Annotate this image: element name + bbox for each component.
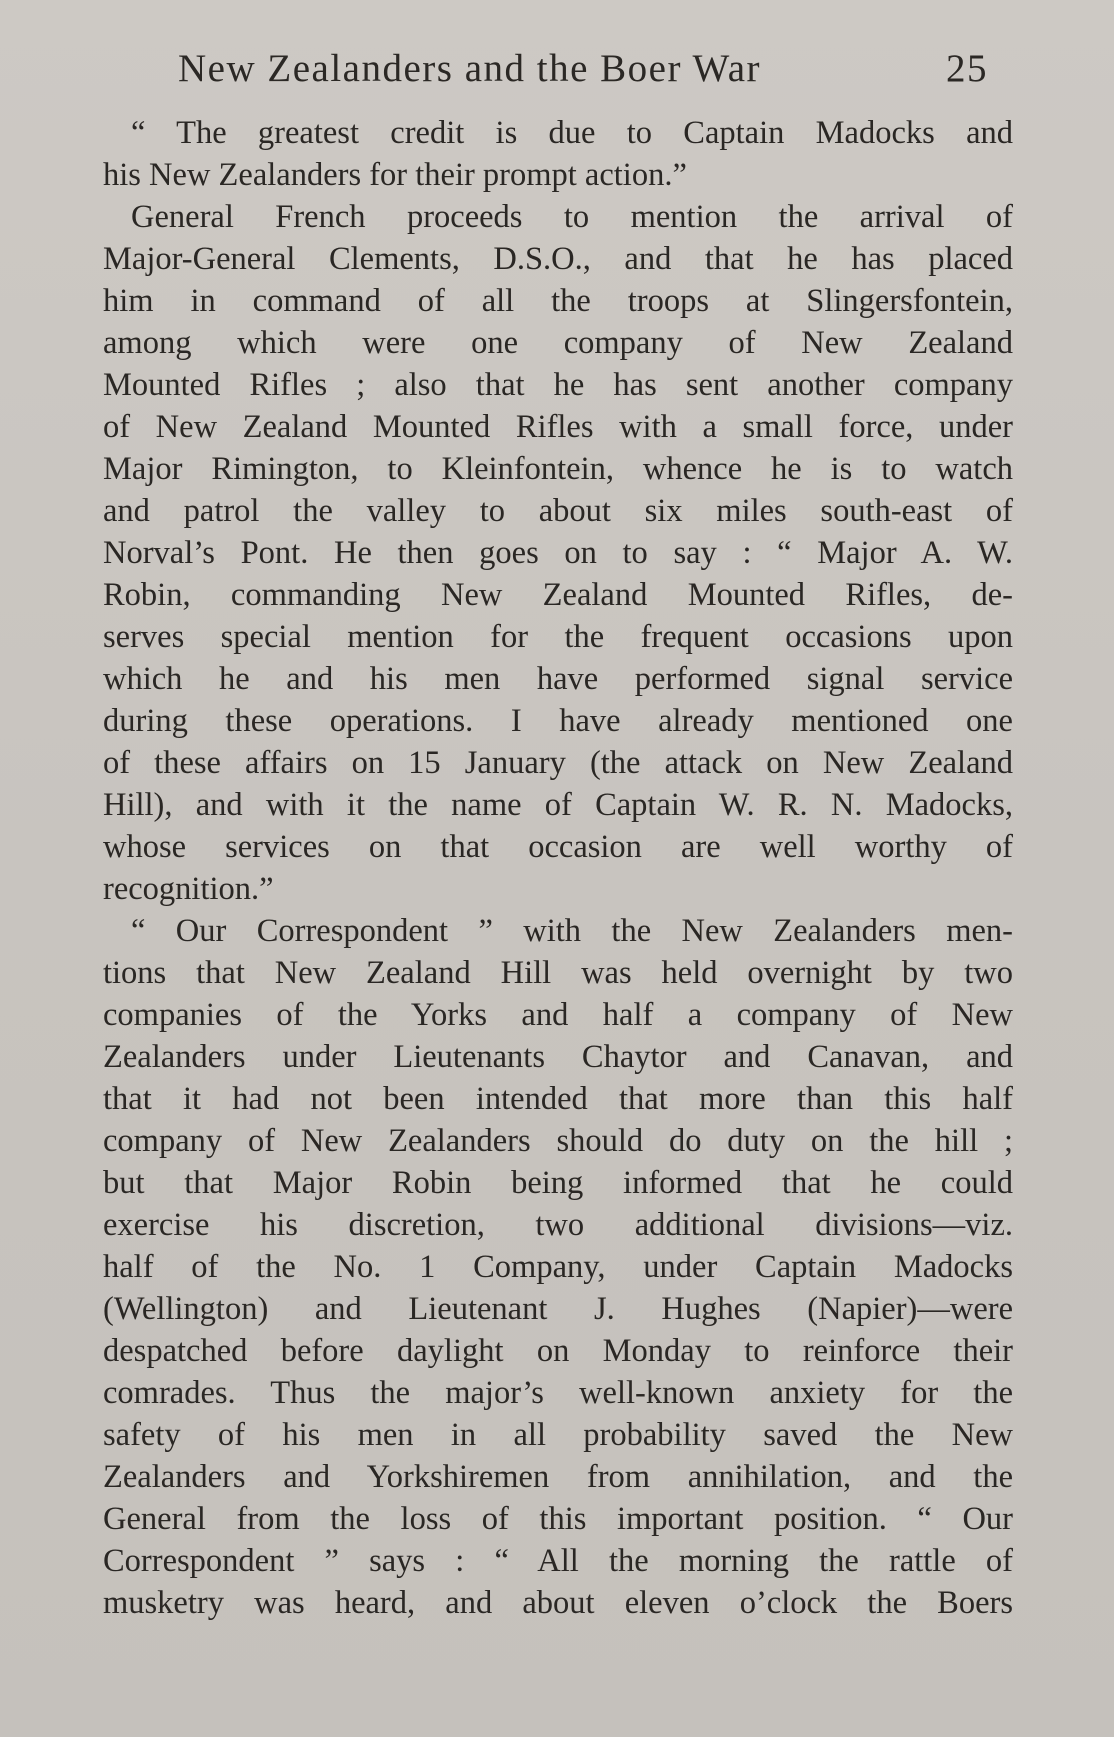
text-line: Norval’s Pont. He then goes on to say : “ Major A. W. [103, 535, 1013, 571]
text-line: Major-General Clements, D.S.O., and that he has placed [103, 241, 1013, 277]
text-line: and patrol the valley to about six miles south-east of [103, 493, 1013, 529]
text-line: during these operations. I have already mentioned one [103, 703, 1013, 739]
text-line: Correspondent ” says : “ All the morning the rattle of [103, 1543, 1013, 1579]
text-line: General from the loss of this important position. “ Our [103, 1501, 1013, 1537]
text-line: Major Rimington, to Kleinfontein, whence he is to watch [103, 451, 1013, 487]
text-line: “ The greatest credit is due to Captain Madocks and [131, 115, 1013, 151]
page-number: 25 [946, 47, 988, 90]
paragraph [103, 196, 1013, 910]
text-line: his New Zealanders for their prompt action.” [103, 157, 687, 193]
text-line: him in command of all the troops at Slingersfontein, [103, 283, 1013, 319]
text-line: of New Zealand Mounted Rifles with a small force, under [103, 409, 1013, 445]
paragraph [103, 910, 1013, 1624]
text-line: of these affairs on 15 January (the attack on New Zealand [103, 745, 1013, 781]
paragraph [103, 112, 1013, 196]
text-line: safety of his men in all probability saved the New [103, 1417, 1013, 1453]
text-line: Zealanders under Lieutenants Chaytor and Canavan, and [103, 1039, 1013, 1075]
text-line: Robin, commanding New Zealand Mounted Rifles, de- [103, 577, 1013, 613]
text-line: half of the No. 1 Company, under Captain Madocks [103, 1249, 1013, 1285]
text-line: recognition.” [103, 871, 274, 907]
text-line: despatched before daylight on Monday to reinforce their [103, 1333, 1013, 1369]
text-line: Zealanders and Yorkshiremen from annihilation, and the [103, 1459, 1013, 1495]
text-line: but that Major Robin being informed that he could [103, 1165, 1013, 1201]
text-line: exercise his discretion, two additional divisions—viz. [103, 1207, 1013, 1243]
running-title: New Zealanders and the Boer War [178, 47, 761, 90]
text-line: (Wellington) and Lieutenant J. Hughes (Napier)—were [103, 1291, 1013, 1327]
text-line: Hill), and with it the name of Captain W. R. N. Madocks, [103, 787, 1013, 823]
running-head [178, 44, 1018, 94]
text-line: Mounted Rifles ; also that he has sent another company [103, 367, 1013, 403]
text-line: comrades. Thus the major’s well-known anxiety for the [103, 1375, 1013, 1411]
text-line: General French proceeds to mention the arrival of [131, 199, 1013, 235]
text-line: among which were one company of New Zealand [103, 325, 1013, 361]
text-line: whose services on that occasion are well worthy of [103, 829, 1013, 865]
text-line: that it had not been intended that more than this half [103, 1081, 1013, 1117]
body-text [103, 112, 1013, 1624]
text-line: which he and his men have performed signal service [103, 661, 1013, 697]
text-line: “ Our Correspondent ” with the New Zealanders men- [131, 913, 1013, 949]
text-line: company of New Zealanders should do duty on the hill ; [103, 1123, 1013, 1159]
text-line: musketry was heard, and about eleven o’clock the Boers [103, 1585, 1013, 1621]
text-line: tions that New Zealand Hill was held overnight by two [103, 955, 1013, 991]
text-line: serves special mention for the frequent occasions upon [103, 619, 1013, 655]
text-line: companies of the Yorks and half a company of New [103, 997, 1013, 1033]
